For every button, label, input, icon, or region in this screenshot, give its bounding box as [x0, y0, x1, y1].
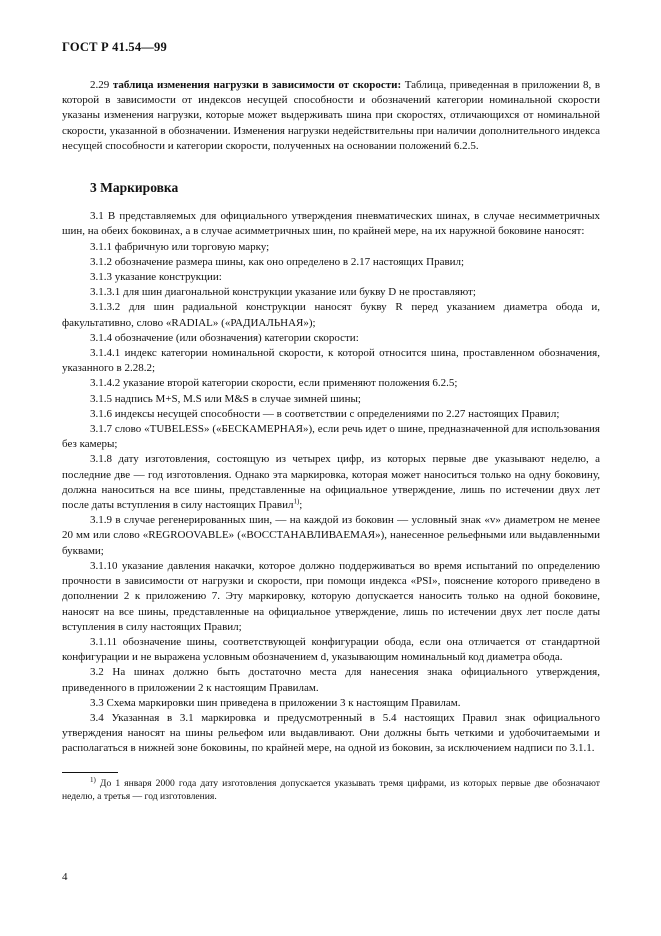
clause-paragraph: 3.1.6 индексы несущей способности — в соответствии с определениями по 2.27 настоящих Правил;	[90, 407, 560, 420]
clause-paragraph: 3.1.4.1 индекс категории номинальной скорости, к которой относится шина, проставленном обозначения, указанного в 2.28.2;	[62, 347, 600, 375]
clause-paragraph: 3.1.2 обозначение размера шины, как оно определено в 2.17 настоящих Правил;	[90, 255, 465, 268]
footnote-divider	[62, 772, 118, 773]
clause-paragraph: 3.1.9 в случае регенерированных шин, — на каждой из боковин — условный знак «v» диаметром не менее 20 мм или слово «REGROOVABLE» («ВОССТАНАВЛИВАЕМАЯ»), нанесенное рельефными или выдавленными буквами;	[62, 514, 600, 557]
definition-text: Таблица, приведенная в приложении 8, в которой в зависимости от индексов несущей способности и обозначений категории номинальной скорости указаны изменения нагрузки, которые может выдерживать шина при скоростях, отличающихся от номинальной скорости, указанной в обозначении. Изменения нагрузки недействительны при наличии дополнительного индекса несущей способности и категории скорости, полученных на основании положений 6.2.5.	[62, 79, 601, 152]
clause-paragraph: 3.1.11 обозначение шины, соответствующей конфигурации обода, если она отличается от стандартной конфигурации и не выражена условным обозначением d, указывающим номинальный код диаметра обода.	[62, 635, 600, 664]
clause-text: 3.1.8 дату изготовления, состоящую из четырех цифр, из которых первые две указывают неделю, а последние две — год изготовления. Однако эта маркировка, которая может наноситься только на одну боковину, должна наноситься на все шины, представленные на официальное утверждение, лишь по истечении двух лет после даты вступления в силу настоящих Правил	[62, 453, 600, 512]
clause-paragraph: 3.1.10 указание давления накачки, которое должно поддерживаться во время испытаний по определению прочности в зависимости от нагрузки и скорости, при помощи индекса «PSI», пояснение которого приведено в дополнении 2 к приложению 7. Эту маркировку, которую допускается наносить только на одной боковине, наносят на все шины, представленные на официальное утверждение, лишь по истечении двух лет после даты вступления в силу настоящих Правил;	[62, 559, 600, 633]
definition-2-29	[62, 78, 600, 154]
clause-paragraph: 3.3 Схема маркировки шин приведена в приложении 3 к настоящим Правилам.	[90, 696, 461, 709]
clause-paragraph: 3.1 В представляемых для официального утверждения пневматических шинах, в случае несимметричных шин, на обеих боковинах, а в случае асимметричных шин, по крайней мере, на их наружной боковине наносят:	[62, 210, 600, 238]
section-heading: 3 Маркировка	[90, 180, 179, 196]
clause-paragraph: 3.2 На шинах должно быть достаточно места для нанесения знака официального утверждения, приведенного в приложении 2 к настоящим Правилам.	[62, 666, 600, 694]
clause-paragraph: 3.1.7 слово «TUBELESS» («БЕСКАМЕРНАЯ»), если речь идет о шине, предназначенной для использования без камеры;	[62, 423, 600, 451]
clause-paragraph: 3.1.1 фабричную или торговую марку;	[90, 240, 270, 253]
clause-paragraph: 3.1.5 надпись M+S, M.S или M&S в случае зимней шины;	[90, 392, 361, 405]
doc-code-header: ГОСТ Р 41.54—99	[62, 40, 167, 54]
footnote-text: До 1 января 2000 года дату изготовления допускается указывать тремя цифрами, из которых первые две обозначают неделю, а третья — год изготовления.	[62, 777, 600, 802]
clause-paragraph: 3.1.4 обозначение (или обозначения) категории скорости:	[90, 331, 359, 344]
page-content	[62, 78, 600, 803]
clause-paragraph: 3.4 Указанная в 3.1 маркировка и предусмотренный в 5.4 настоящих Правил знак официального утверждения наносят на шины рельефом или выдавливают. Они должны быть четкими и удобочитаемыми и располагаться в нижней зоне боковины, по крайней мере, на одной из боковин, за исключением надписи по 3.1.1.	[62, 711, 600, 755]
footnote-reference[interactable]: 1)	[293, 497, 300, 506]
clause-paragraph: 3.1.4.2 указание второй категории скорости, если применяют положения 6.2.5;	[90, 377, 458, 390]
clause-paragraph-3-1-8	[62, 452, 600, 513]
footnote	[62, 777, 600, 803]
clause-paragraph: 3.1.3.2 для шин радиальной конструкции наносят букву R перед указанием диаметра обода и, факультативно, слово «RADIAL» («РАДИАЛЬНАЯ»);	[62, 301, 600, 329]
footnote-mark: 1)	[90, 775, 96, 784]
page-number: 4	[62, 871, 68, 883]
defined-term: таблица изменения нагрузки в зависимости от скорости:	[112, 79, 402, 91]
clause-paragraph: 3.1.3 указание конструкции:	[90, 271, 222, 284]
clause-paragraph: 3.1.3.1 для шин диагональной конструкции указание или букву D не проставляют;	[90, 286, 476, 299]
clause-tail: ;	[299, 499, 303, 512]
clause-number: 2.29	[90, 79, 110, 91]
